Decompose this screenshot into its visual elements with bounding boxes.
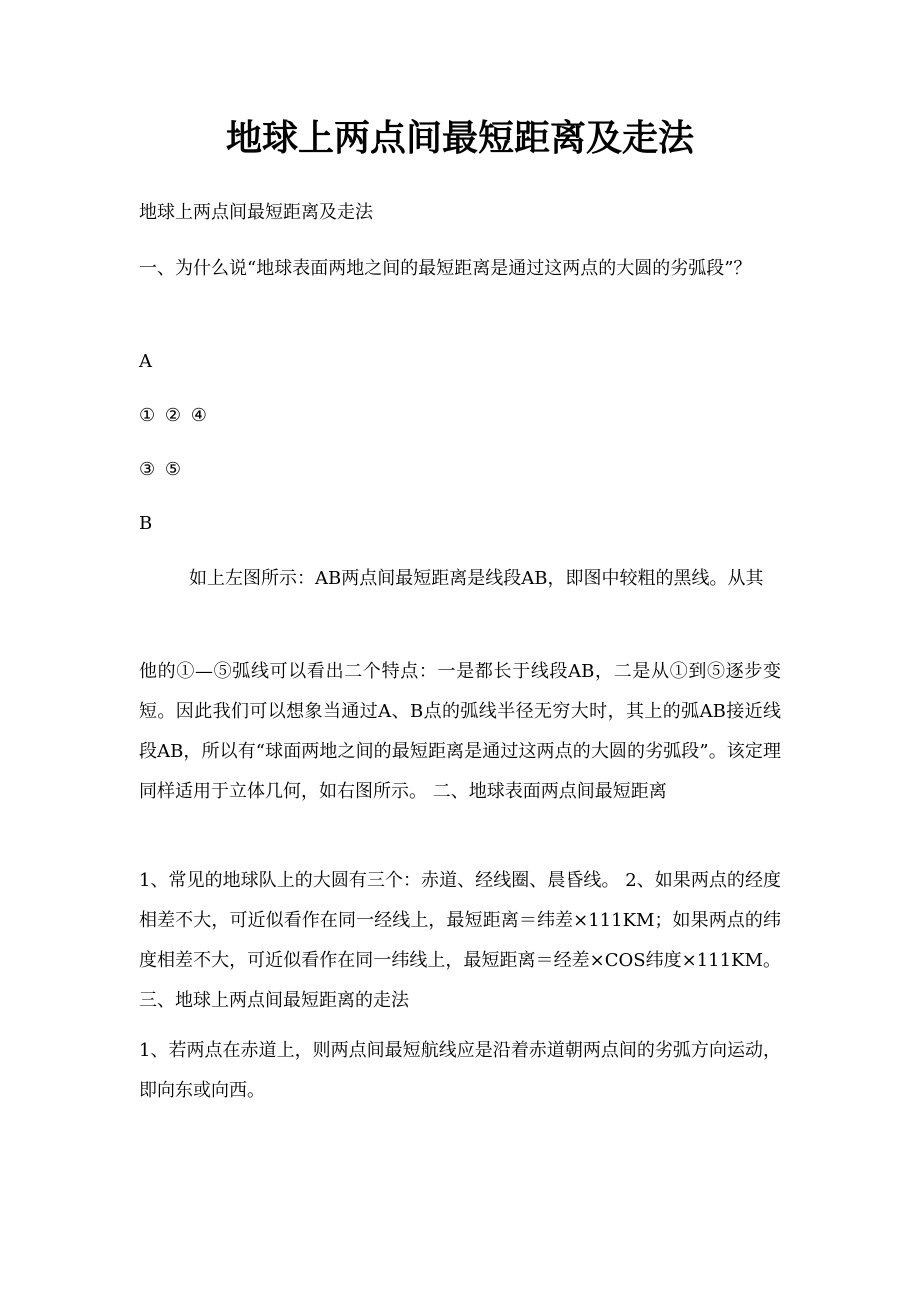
- description-paragraph-2: 他的①—⑤弧线可以看出二个特点：一是都长于线段AB，二是从①到⑤逐步变短。因此我们可以想象当通过A、B点的弧线半径无穷大时，其上的弧AB接近线段AB，所以有“球面两地之间的最短距离是通过这两点的大圆的劣弧段”。该定理同样适用于立体几何，如右图所示。 二、地球表面两点间最短距离: [139, 661, 781, 802]
- question-one-heading: 一、为什么说“地球表面两地之间的最短距离是通过这两点的大圆的劣弧段”？: [139, 258, 752, 279]
- section-two-paragraph: 1、常见的地球队上的大圆有三个：赤道、经线圈、晨昏线。 2、如果两点的经度相差不大，可近似看作在同一经线上，最短距离＝纬差×111KM；如果两点的纬度相差不大，可近似看作在同一纬线上，最短距离＝经差×COS纬度×111KM。 三、地球上两点间最短距离的走法: [139, 870, 781, 1011]
- document-subtitle: 地球上两点间最短距离及走法: [139, 202, 373, 223]
- document-title: 地球上两点间最短距离及走法: [225, 117, 694, 159]
- description-paragraph-1: 如上左图所示：AB两点间最短距离是线段AB，即图中较粗的黑线。从其: [189, 568, 764, 589]
- figure-label-point-a: A: [139, 351, 152, 372]
- figure-label-point-b: B: [139, 513, 153, 534]
- section-three-paragraph: 1、若两点在赤道上，则两点间最短航线应是沿着赤道朝两点间的劣弧方向运动，即向东或向西。: [139, 1040, 781, 1101]
- figure-label-arcs-row-2: ③ ⑤: [139, 459, 183, 480]
- figure-label-arcs-row-1: ① ② ④: [139, 405, 209, 426]
